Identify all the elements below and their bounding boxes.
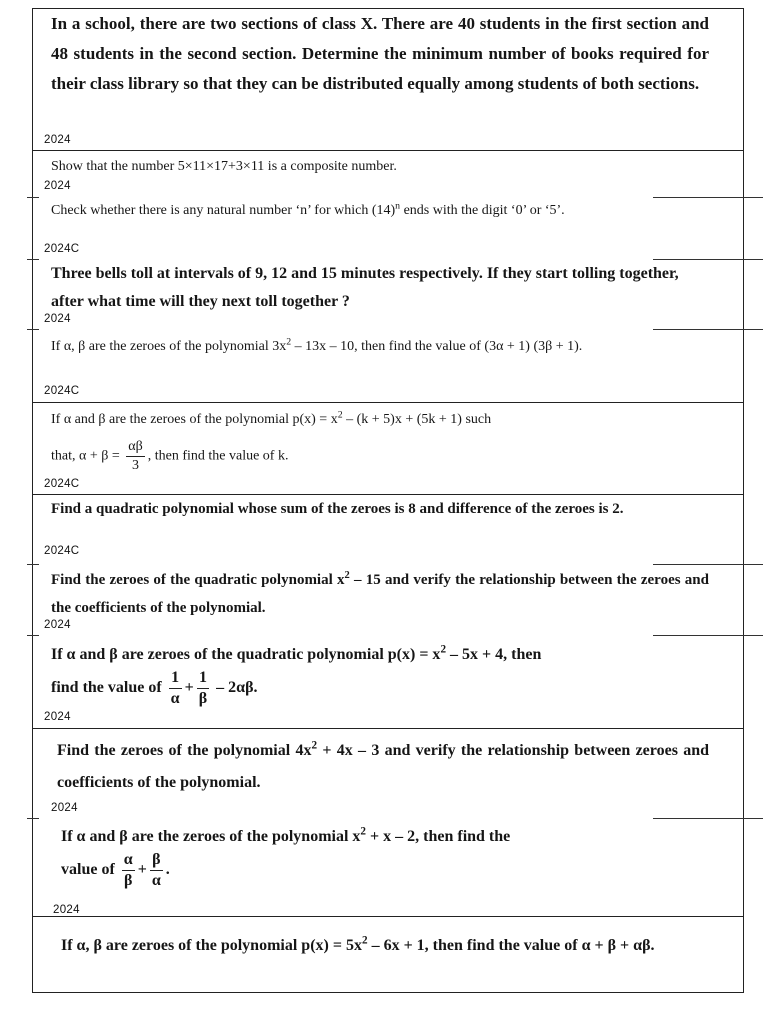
- question-row: [33, 330, 743, 402]
- question-row: [33, 636, 743, 728]
- year-tag: 2024: [53, 904, 80, 916]
- question-text: In a school, there are two sections of class X. There are 40 students in the first section and 48 students in the second section. Determine the minimum number of books required for their class library so that they can be distributed equally among students of both sections.: [51, 14, 709, 93]
- year-tag: 2024: [51, 802, 78, 814]
- year-tag: 2024C: [44, 385, 80, 397]
- question-text: If α, β are zeroes of the polynomial $p(x) = 5x^2 - 6x + 1$, then find the value of α + β + αβ.: [61, 934, 655, 954]
- question-row: [33, 260, 743, 330]
- year-tag: 2024: [44, 619, 71, 631]
- fraction-1-over-beta: $\frac{1}{\beta}$: [198, 669, 208, 707]
- year-tag: 2024C: [44, 478, 80, 490]
- question-row: [33, 402, 743, 494]
- question-text: Find the zeroes of the polynomial $4x^2 + 4x - 3$ and verify the relationship between zeroes and coefficients of the polynomial.: [57, 739, 709, 791]
- question-text: If α and β are the zeroes of the polynomial $x^2 + x - 2$, then find the: [61, 825, 511, 845]
- question-text-line2: value of $\frac{\alpha}{\beta}$ + $\frac{\beta}{\alpha}$ .: [61, 851, 170, 889]
- question-text: If α and β are the zeroes of the polynomial $p(x) = x^2 - (k + 5)x + (5k + 1)$ such: [51, 409, 492, 427]
- year-tag: 2024: [44, 134, 71, 146]
- question-text-line2: find the value of $\frac{1}{\alpha}$ + $\frac{1}{\beta}$ – 2αβ.: [51, 669, 258, 707]
- question-table: [32, 8, 744, 993]
- question-text: Find the zeroes of the quadratic polynomial $x^2 - 15$ and verify the relationship between the zeroes and the coefficients of the polynomial.: [51, 570, 709, 616]
- year-tag: 2024: [44, 313, 71, 325]
- question-row: [33, 564, 743, 636]
- cropped-header-strip: [440, 0, 740, 4]
- question-text: If α, β are the zeroes of the polynomial $3x^2 - 13x - 10$, then find the value of (3α + 1) (3β + 1).: [51, 336, 583, 354]
- question-row: [33, 197, 743, 260]
- question-text: If α and β are zeroes of the quadratic polynomial $p(x) = x^2 - 5x + 4$, then: [51, 643, 542, 663]
- question-text: Show that the number 5×11×17+3×11 is a composite number.: [51, 159, 397, 174]
- fraction-alpha-over-beta: $\frac{\alpha}{\beta}$: [123, 851, 133, 889]
- year-tag: 2024: [44, 180, 71, 192]
- fraction-ab-over-3: $\frac{\alpha\beta}{3}$: [128, 439, 143, 473]
- year-tag: 2024: [44, 711, 71, 723]
- question-text: Find a quadratic polynomial whose sum of the zeroes is 8 and difference of the zeroes is 2.: [51, 501, 624, 517]
- question-text: Three bells toll at intervals of 9, 12 and 15 minutes respectively. If they start tolling together, after what time will they next toll together ?: [51, 265, 679, 310]
- question-row: [33, 494, 743, 564]
- year-tag: 2024C: [44, 545, 80, 557]
- question-row: [33, 150, 743, 197]
- year-tag: 2024C: [44, 243, 80, 255]
- fraction-1-over-alpha: $\frac{1}{\alpha}$: [170, 669, 180, 707]
- question-text: Check whether there is any natural number ‘n’ for which $(14)^n$ ends with the digit ‘0’ or ‘5’.: [51, 200, 565, 218]
- question-text-line2: that, α + β = $\frac{\alpha\beta}{3}$ , then find the value of k.: [51, 439, 289, 473]
- question-row: [33, 916, 743, 992]
- question-row: [33, 818, 743, 916]
- question-row: [33, 9, 743, 150]
- question-row: [33, 728, 743, 818]
- fraction-beta-over-alpha: $\frac{\beta}{\alpha}$: [151, 851, 161, 889]
